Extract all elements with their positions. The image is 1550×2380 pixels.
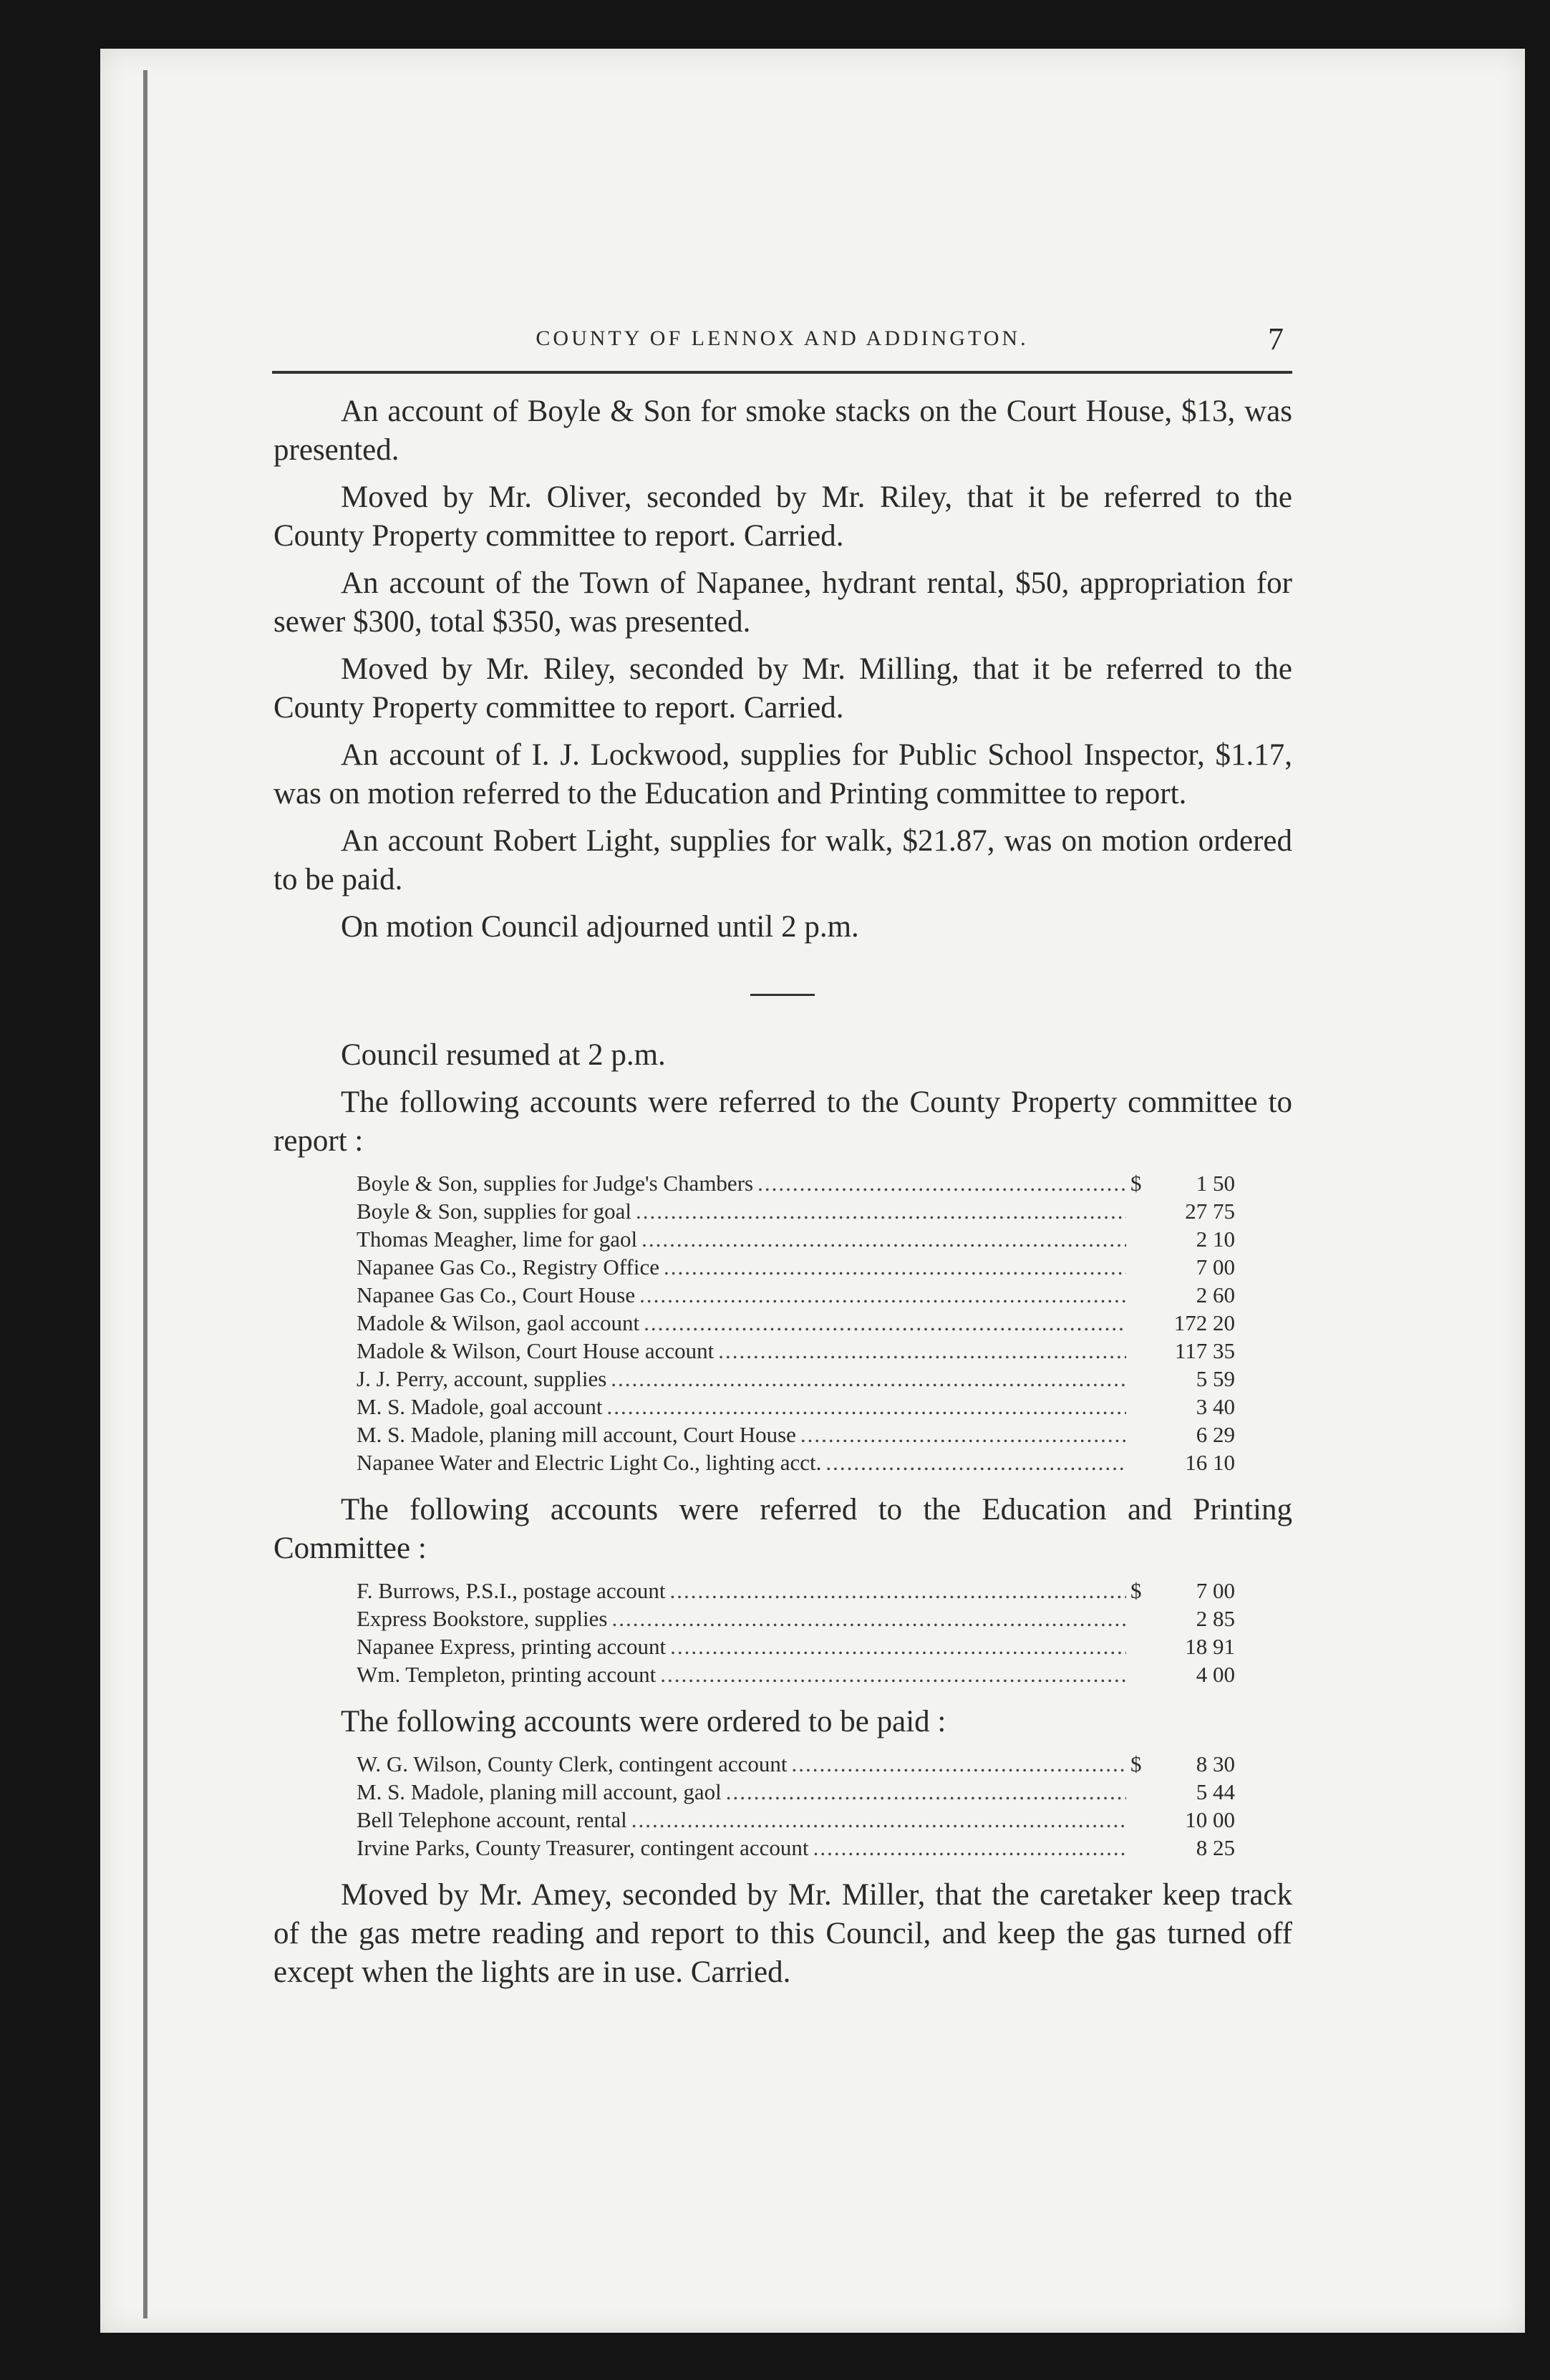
account-row [357,1393,1235,1421]
account-description: M. S. Madole, planing mill account, gaol [357,1779,722,1804]
paragraph: An account of the Town of Napanee, hydrant rental, $50, appropriation for sewer $300, total $350, was presented. [273,566,1292,639]
account-row [357,1197,1235,1225]
account-amount: 7 00 [1196,1578,1235,1603]
account-row [357,1421,1235,1448]
dot-leader [664,1253,1126,1281]
dot-leader [757,1169,1126,1197]
account-amount: 2 60 [1196,1282,1235,1307]
account-amount: 10 00 [1185,1807,1235,1832]
account-amount: 27 75 [1185,1199,1235,1224]
account-amount: 8 30 [1196,1751,1235,1776]
account-description: Madole & Wilson, gaol account [357,1310,640,1335]
dot-leader [825,1448,1126,1476]
currency-sign: $ [1130,1578,1142,1603]
account-amount: 5 44 [1196,1779,1235,1804]
account-row [357,1169,1235,1197]
account-description: Boyle & Son, supplies for Judge's Chambers [357,1171,754,1196]
body-text [272,392,1292,1992]
binding-edge [143,70,147,2318]
running-head [272,321,1292,374]
account-row [357,1253,1235,1281]
account-amount: 3 40 [1196,1394,1235,1419]
account-row [357,1365,1235,1393]
dot-leader [791,1750,1126,1778]
account-description: Boyle & Son, supplies for goal [357,1199,632,1224]
account-description: J. J. Perry, account, supplies [357,1366,607,1391]
account-description: Napanee Express, printing account [357,1634,667,1659]
account-amount: 117 35 [1174,1338,1235,1363]
account-row [357,1337,1235,1365]
account-description: Thomas Meagher, lime for gaol [357,1227,638,1252]
account-amount: 8 25 [1196,1835,1235,1860]
account-description: Napanee Gas Co., Court House [357,1282,636,1307]
dot-leader [800,1421,1126,1448]
account-row [357,1577,1235,1605]
account-row [357,1806,1235,1834]
dot-leader [611,1365,1126,1393]
account-row [357,1309,1235,1337]
account-description: M. S. Madole, planing mill account, Court House [357,1422,796,1447]
account-row [357,1605,1235,1632]
account-amount: 1 50 [1196,1171,1235,1196]
account-description: Wm. Templeton, printing account [357,1662,657,1687]
account-description: Express Bookstore, supplies [357,1606,608,1631]
account-description: Irvine Parks, County Treasurer, contingent account [357,1835,809,1860]
paragraph: Council resumed at 2 p.m. [341,1038,666,1072]
account-row [357,1632,1235,1660]
account-amount: 172 20 [1173,1310,1235,1335]
dot-leader [639,1281,1126,1309]
account-description: M. S. Madole, goal account [357,1394,603,1419]
dot-leader [607,1393,1126,1421]
paragraph: An account of Boyle & Son for smoke stacks on the Court House, $13, was presented. [273,395,1292,467]
account-row [357,1448,1235,1476]
account-amount: 5 59 [1196,1366,1235,1391]
paragraph: An account of I. J. Lockwood, supplies for Public School Inspector, $1.17, was on motion referred to the Education and Printing committee to report. [273,738,1292,811]
dot-leader [670,1577,1127,1605]
dot-leader [636,1197,1126,1225]
paragraph: Moved by Mr. Oliver, seconded by Mr. Riley, that it be referred to the County Property committee to report. Carried. [273,480,1292,553]
account-description: Napanee Water and Electric Light Co., lighting acct. [357,1450,822,1475]
page-content [272,321,1292,2001]
currency-sign: $ [1130,1171,1142,1196]
currency-sign: $ [1130,1751,1142,1776]
account-amount: 7 00 [1196,1254,1235,1280]
paragraph: The following accounts were referred to the County Property committee to report : [273,1085,1292,1158]
dot-leader [670,1632,1126,1660]
education-accounts-list [357,1577,1235,1688]
paragraph: On motion Council adjourned until 2 p.m. [341,910,859,944]
account-row [357,1750,1235,1778]
account-row [357,1778,1235,1806]
account-row [357,1660,1235,1688]
dot-leader [726,1778,1126,1806]
account-amount: 6 29 [1196,1422,1235,1447]
dot-leader [644,1309,1126,1337]
paragraph: The following accounts were ordered to be paid : [341,1705,946,1738]
account-amount: 2 10 [1196,1227,1235,1252]
paragraph: Moved by Mr. Riley, seconded by Mr. Milling, that it be referred to the County Property committee to report. Carried. [273,652,1292,725]
page-number: 7 [1268,321,1284,357]
account-row [357,1834,1235,1862]
account-amount: 2 85 [1196,1606,1235,1631]
dot-leader [631,1806,1126,1834]
account-amount: 16 10 [1185,1450,1235,1475]
dot-leader [611,1605,1126,1632]
paid-accounts-list [357,1750,1235,1862]
paragraph: The following accounts were referred to the Education and Printing Committee : [273,1493,1292,1565]
account-amount: 18 91 [1185,1634,1235,1659]
dot-leader [718,1337,1126,1365]
account-description: Napanee Gas Co., Registry Office [357,1254,659,1280]
account-description: Madole & Wilson, Court House account [357,1338,715,1363]
paragraph: An account Robert Light, supplies for walk, $21.87, was on motion ordered to be paid. [273,824,1292,896]
account-amount: 4 00 [1196,1662,1235,1687]
running-title: COUNTY OF LENNOX AND ADDINGTON. [536,326,1029,350]
paragraph: Moved by Mr. Amey, seconded by Mr. Miller, that the caretaker keep track of the gas metre reading and report to this Council, and keep the gas turned off except when the lights are in use. Carried. [273,1878,1292,1989]
account-description: Bell Telephone account, rental [357,1807,627,1832]
dot-leader [660,1660,1126,1688]
account-description: F. Burrows, P.S.I., postage account [357,1578,666,1603]
document-page [100,49,1525,2333]
section-divider [750,994,815,996]
account-row [357,1225,1235,1253]
dot-leader [641,1225,1126,1253]
property-accounts-list [357,1169,1235,1476]
dot-leader [813,1834,1126,1862]
account-row [357,1281,1235,1309]
account-description: W. G. Wilson, County Clerk, contingent account [357,1751,788,1776]
